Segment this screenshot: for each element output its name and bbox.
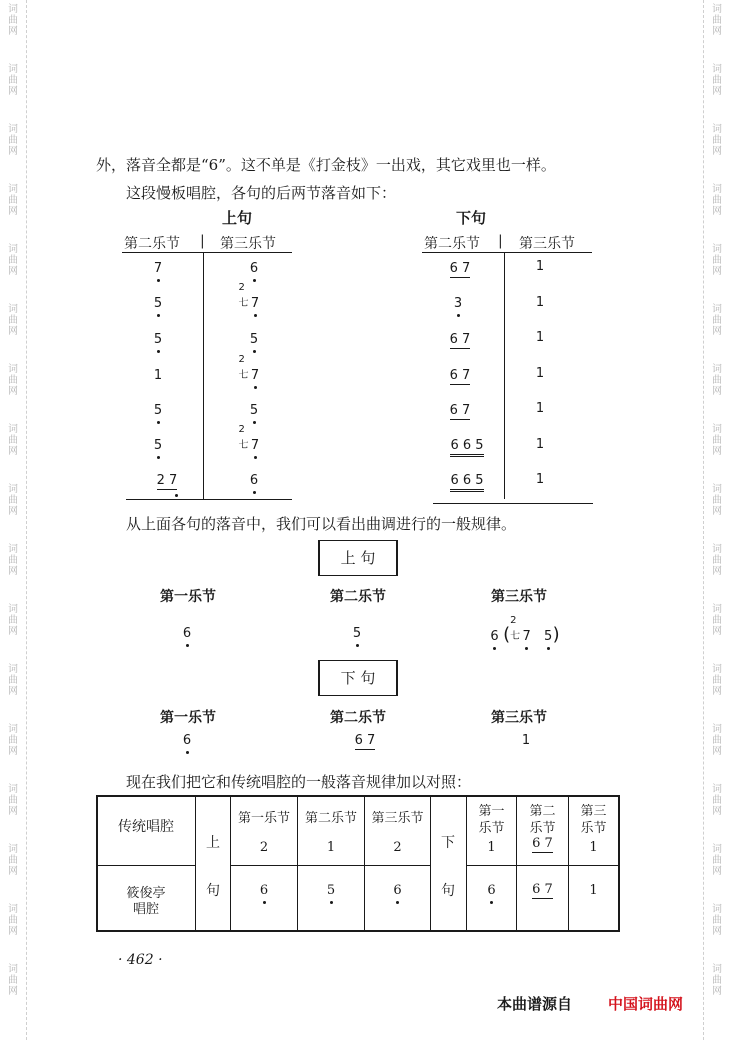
- watermark-group: 词 曲 网: [8, 4, 18, 37]
- footer-source: 本曲谱源自: [497, 995, 573, 1013]
- r1-u3: 2: [393, 840, 402, 855]
- upper-c2-r1: 6: [249, 261, 259, 276]
- watermark-group: 词 曲 网: [8, 124, 18, 157]
- lower-label-a: 下: [441, 835, 455, 851]
- th-upper-2: 第二乐节: [304, 811, 357, 826]
- su-h3: 第三乐节: [491, 589, 547, 605]
- watermark-group: 词 曲 网: [8, 184, 18, 217]
- su-v3: 6 ( 2 七 7 5): [490, 615, 560, 645]
- watermark-group: 词 曲 网: [712, 844, 722, 877]
- lower-c1-r6: 6 6 5: [443, 438, 491, 457]
- sl-h2: 第二乐节: [330, 710, 386, 726]
- lower-title: 下句: [456, 209, 487, 227]
- lower-c2-r5: 1: [535, 401, 545, 416]
- sl-h3: 第三乐节: [491, 710, 547, 726]
- lower-column-rule: [504, 253, 505, 499]
- compare-line: 现在我们把它和传统唱腔的一般落音规律加以对照：: [126, 773, 472, 791]
- watermark-group: 词 曲 网: [8, 544, 18, 577]
- r1-u2: 1: [326, 840, 336, 855]
- lower-header-sep: |: [498, 233, 503, 249]
- sl-v1: 6: [182, 733, 192, 748]
- watermark-group: 词 曲 网: [712, 484, 722, 517]
- box-upper: 上 句: [318, 540, 398, 576]
- r1-l3: 1: [589, 840, 598, 855]
- th-lower-2b: 乐节: [529, 821, 556, 836]
- upper-title: 上句: [222, 209, 253, 227]
- upper-c2-r2: 2 七 7: [238, 282, 260, 311]
- r2-l1: 6: [487, 883, 496, 898]
- watermark-group: 词 曲 网: [712, 244, 722, 277]
- sl-v3: 1: [521, 733, 531, 748]
- watermark-group: 词 曲 网: [712, 364, 722, 397]
- sl-h1: 第一乐节: [160, 710, 216, 726]
- watermark-group: 词 曲 网: [8, 244, 18, 277]
- su-h1: 第一乐节: [160, 589, 216, 605]
- summary-line: 从上面各句的落音中，我们可以看出曲调进行的一般规律。: [126, 515, 517, 533]
- upper-c1-r1: 7: [153, 261, 163, 276]
- lower-c2-r3: 1: [535, 330, 545, 345]
- watermark-group: 词 曲 网: [712, 64, 722, 97]
- row2-label-a: 筱俊亭: [126, 886, 166, 901]
- upper-c2-r4: 2 七 7: [238, 354, 260, 383]
- r2-u2: 5: [326, 883, 336, 898]
- su-v1: 6: [182, 626, 192, 641]
- upper-header-rule: [122, 252, 292, 253]
- watermark-group: 词 曲 网: [712, 424, 722, 457]
- lower-label-b: 句: [441, 883, 455, 899]
- lower-col2-header: 第三乐节: [519, 236, 575, 252]
- upper-c1-r5: 5: [153, 403, 163, 418]
- watermark-group: 词 曲 网: [8, 484, 18, 517]
- th-lower-2a: 第二: [529, 804, 556, 819]
- th-lower-3a: 第三: [580, 804, 607, 819]
- page-number: · 462 ·: [118, 952, 163, 968]
- row1-label: 传统唱腔: [118, 819, 174, 835]
- lower-c1-r2: 3: [453, 296, 463, 311]
- su-v2: 5: [352, 626, 362, 641]
- watermark-group: 词 曲 网: [8, 424, 18, 457]
- r2-l2: 6 7: [532, 882, 553, 897]
- lower-bottom-rule: [433, 503, 593, 504]
- r2-l3: 1: [589, 883, 598, 898]
- upper-header-sep: |: [200, 233, 205, 249]
- footer-site[interactable]: 中国词曲网: [608, 995, 684, 1013]
- watermark-group: 词 曲 网: [8, 604, 18, 637]
- th-lower-1b: 乐节: [478, 821, 505, 836]
- lower-c1-r5: 6 7: [449, 403, 471, 418]
- lower-c1-r4: 6 7: [449, 368, 471, 383]
- r2-u1: 6: [259, 883, 269, 898]
- watermark-group: 词 曲 网: [712, 304, 722, 337]
- right-watermark-strip: [703, 0, 730, 1040]
- lower-header-rule: [422, 252, 592, 253]
- watermark-group: 词 曲 网: [712, 184, 722, 217]
- upper-c2-r3: 5: [249, 332, 259, 347]
- th-lower-1a: 第一: [478, 804, 505, 819]
- upper-c2-r5: 5: [249, 403, 259, 418]
- watermark-group: 词 曲 网: [8, 784, 18, 817]
- upper-c2-r6: 2 七 7: [238, 424, 260, 453]
- th-upper-1: 第一乐节: [237, 811, 290, 826]
- lower-c2-r4: 1: [535, 366, 545, 381]
- r1-l2: 6 7: [532, 836, 553, 851]
- r1-u1: 2: [259, 840, 269, 855]
- upper-c1-r6: 5: [153, 438, 163, 453]
- lower-c2-r2: 1: [535, 295, 545, 310]
- row2-label-b: 唱腔: [132, 902, 159, 917]
- lower-c2-r6: 1: [535, 437, 545, 452]
- watermark-group: 词 曲 网: [712, 604, 722, 637]
- lower-c1-r1: 6 7: [449, 261, 471, 276]
- upper-label-a: 上: [206, 835, 220, 851]
- watermark-group: 词 曲 网: [712, 4, 722, 37]
- watermark-group: 词 曲 网: [712, 124, 722, 157]
- watermark-group: 词 曲 网: [712, 544, 722, 577]
- watermark-group: 词 曲 网: [8, 664, 18, 697]
- lower-c1-r7: 6 6 5: [443, 473, 491, 492]
- left-watermark-strip: [0, 0, 27, 1040]
- sl-v2: 6 7: [354, 733, 376, 748]
- watermark-group: 词 曲 网: [712, 784, 722, 817]
- upper-label-b: 句: [206, 883, 220, 899]
- intro-line-1: 外，落音全都是“6”。这不单是《打金枝》一出戏，其它戏里也一样。: [96, 156, 556, 174]
- upper-col2-header: 第三乐节: [220, 236, 276, 252]
- th-upper-3: 第三乐节: [371, 811, 424, 826]
- watermark-group: 词 曲 网: [8, 64, 18, 97]
- watermark-group: 词 曲 网: [8, 364, 18, 397]
- r2-u3: 6: [393, 883, 402, 898]
- watermark-group: 词 曲 网: [712, 904, 722, 937]
- upper-column-rule: [203, 253, 204, 499]
- r1-l1: 1: [487, 840, 496, 855]
- watermark-group: 词 曲 网: [712, 724, 722, 757]
- lower-c1-r3: 6 7: [449, 332, 471, 347]
- lower-c2-r7: 1: [535, 472, 545, 487]
- watermark-group: 词 曲 网: [8, 904, 18, 937]
- upper-col1-header: 第二乐节: [124, 236, 180, 252]
- watermark-group: 词 曲 网: [8, 964, 18, 997]
- upper-c1-r2: 5: [153, 296, 163, 311]
- watermark-group: 词 曲 网: [712, 964, 722, 997]
- su-h2: 第二乐节: [330, 589, 386, 605]
- watermark-group: 词 曲 网: [8, 724, 18, 757]
- watermark-group: 词 曲 网: [712, 664, 722, 697]
- upper-c2-r7: 6: [249, 473, 259, 488]
- upper-c1-r4: 1: [153, 368, 163, 383]
- intro-line-2: 这段慢板唱腔，各句的后两节落音如下：: [126, 184, 397, 202]
- box-lower: 下 句: [318, 660, 398, 696]
- th-lower-3b: 乐节: [580, 821, 607, 836]
- lower-c2-r1: 1: [535, 259, 545, 274]
- upper-c1-r3: 5: [153, 332, 163, 347]
- watermark-group: 词 曲 网: [8, 844, 18, 877]
- upper-c1-r7: 2 7: [150, 473, 184, 490]
- lower-col1-header: 第二乐节: [424, 236, 480, 252]
- watermark-group: 词 曲 网: [8, 304, 18, 337]
- upper-bottom-rule: [126, 499, 292, 500]
